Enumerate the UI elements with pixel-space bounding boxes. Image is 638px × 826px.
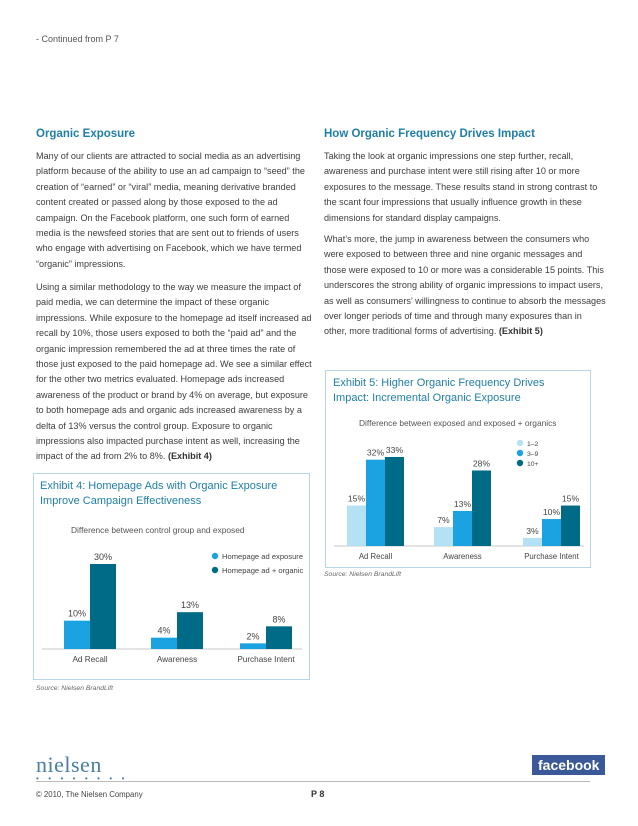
- legend-swatch-1-2: [517, 440, 523, 446]
- page-number: P 8: [311, 789, 325, 799]
- legend-swatch-homepage-ad-exposure: [212, 553, 218, 559]
- bar-purchase-intent-homepage-ad-organic: [266, 626, 292, 649]
- data-label-awareness-1-2: 7%: [437, 515, 450, 526]
- data-label-purchase-intent-homepage-ad-exposure: 2%: [246, 631, 260, 642]
- exhibit-4-title-line2: Improve Campaign Effectiveness: [40, 495, 202, 507]
- bar-purchase-intent-1-2: [523, 538, 542, 546]
- continued-note: - Continued from P 7: [36, 34, 119, 44]
- facebook-logo: facebook: [532, 755, 605, 775]
- category-label-purchase-intent: Purchase Intent: [524, 552, 579, 561]
- data-label-ad-recall-homepage-ad-organic: 30%: [93, 552, 113, 562]
- exhibit-5-box: [325, 370, 591, 568]
- legend-swatch-homepage-ad-organic: [212, 567, 218, 573]
- exhibit-5-title-line1: Exhibit 5: Higher Organic Frequency Drives: [333, 377, 545, 389]
- legend-label-3-9: 3–9: [527, 450, 539, 458]
- exhibit-5-subtitle: Difference between exposed and exposed + organics: [359, 418, 557, 428]
- legend-label-10: 10+: [527, 460, 539, 468]
- data-label-awareness-homepage-ad-organic: 13%: [180, 600, 200, 611]
- legend-label-1-2: 1–2: [527, 440, 539, 448]
- exhibit-4-subtitle: Difference between control group and exposed: [71, 525, 245, 535]
- legend-swatch-3-9: [517, 450, 523, 456]
- left-heading: Organic Exposure: [36, 128, 136, 140]
- data-label-ad-recall-3-9: 32%: [366, 447, 385, 458]
- data-label-awareness-3-9: 13%: [453, 498, 472, 509]
- exhibit-4-chart: [34, 536, 309, 679]
- data-label-purchase-intent-10: 15%: [561, 493, 580, 504]
- legend-label-homepage-ad-exposure: Homepage ad exposure: [222, 551, 304, 561]
- data-label-awareness-10: 28%: [472, 458, 491, 469]
- bar-ad-recall-10: [385, 457, 404, 546]
- bar-purchase-intent-3-9: [542, 519, 561, 546]
- bar-awareness-1-2: [434, 527, 453, 546]
- bar-awareness-homepage-ad-organic: [177, 612, 203, 649]
- data-label-purchase-intent-1-2: 3%: [526, 525, 539, 536]
- bar-awareness-10: [472, 470, 491, 546]
- exhibit-4-source: Source: Nielsen BrandLift: [36, 685, 114, 692]
- right-paragraph-2-text: What’s more, the jump in awareness between the consumers who were exposed to between three and nine organic messages and those were exposed to 10 or more was a considerable 15 points. This underscores the strong ability of organic impressions to impact users, as well as consumers’ willingness to continue to absorb the messages over longer periods of time and through many exposures than in other, more traditional forms of advertising.: [324, 234, 606, 337]
- left-paragraph-1: Many of our clients are attracted to social media as an advertising platform because of the ability to use an ad campaign to “seed” the creation of “earned” or “viral” media, meaning derivative branded content created or passed along by those exposed to the ad campaign. On the Facebook platform, one such form of earned media is the newsfeed stories that are sent out to friends of users who engage with advertising on Facebook, which we have termed “organic” impressions.: [36, 151, 305, 269]
- data-label-purchase-intent-3-9: 10%: [542, 507, 561, 518]
- legend-swatch-10: [517, 460, 523, 466]
- category-label-purchase-intent: Purchase Intent: [237, 655, 295, 664]
- category-label-awareness: Awareness: [156, 655, 198, 664]
- right-heading: How Organic Frequency Drives Impact: [324, 128, 535, 140]
- category-label-ad-recall: Ad Recall: [72, 655, 108, 664]
- exhibit-5-source: Source: Nielsen BrandLift: [324, 571, 402, 578]
- bar-ad-recall-homepage-ad-exposure: [64, 621, 90, 649]
- category-label-ad-recall: Ad Recall: [358, 552, 393, 561]
- footer-divider: [36, 781, 590, 782]
- exhibit-4-title-line1: Exhibit 4: Homepage Ads with Organic Exposure: [40, 480, 278, 492]
- exhibit-4-box: [33, 473, 310, 680]
- bar-purchase-intent-10: [561, 506, 580, 546]
- right-paragraph-2: [324, 232, 606, 340]
- bar-ad-recall-1-2: [347, 506, 366, 546]
- exhibit-5-title-line2: Impact: Incremental Organic Exposure: [333, 392, 521, 404]
- nielsen-logo-text: nielsen: [36, 752, 102, 777]
- exhibit-5-reference: (Exhibit 5): [498, 326, 543, 337]
- bar-awareness-3-9: [453, 511, 472, 546]
- data-label-purchase-intent-homepage-ad-organic: 8%: [272, 614, 286, 625]
- nielsen-dots-icon: • • • • • • • •: [36, 774, 128, 783]
- left-paragraph-2: [36, 280, 312, 465]
- data-label-ad-recall-10: 33%: [385, 445, 404, 455]
- nielsen-logo: [36, 752, 128, 783]
- data-label-ad-recall-1-2: 15%: [347, 493, 366, 504]
- exhibit-4-reference: (Exhibit 4): [167, 451, 212, 462]
- data-label-awareness-homepage-ad-exposure: 4%: [157, 625, 171, 636]
- bar-awareness-homepage-ad-exposure: [151, 638, 177, 649]
- bar-purchase-intent-homepage-ad-exposure: [240, 643, 266, 649]
- right-paragraph-1: Taking the look at organic impressions one step further, recall, awareness and purchase intent were still rising after 10 or more exposures to the message. These results stand in strong contrast to the scant four impressions that usually influence growth in these dimensions for standard display campaigns.: [324, 151, 598, 223]
- left-paragraph-2-text: Using a similar methodology to the way we measure the impact of paid media, we can determine the impact of these organic impressions. While exposure to the homepage ad itself increased ad recall by 10%, those users exposed to both the “paid ad” and the organic impression remembered the ad at three times the rate of those just exposed to the paid homepage ad. We see a similar effect for the other two metrics evaluated. Homepage ads increased awareness of the product or brand by 4% on average, but exposure to both homepage ads and organic ads increased awareness by a delta of 13% versus the control group. Exposure to organic impressions also impacted purchase intent as well, increasing the impact of the ad from 2% to 8%.: [36, 282, 312, 462]
- category-label-awareness: Awareness: [443, 552, 482, 561]
- bar-ad-recall-homepage-ad-organic: [90, 564, 116, 649]
- data-label-ad-recall-homepage-ad-exposure: 10%: [67, 608, 87, 619]
- bar-ad-recall-3-9: [366, 460, 385, 546]
- exhibit-5-chart: [326, 429, 590, 566]
- copyright: © 2010, The Nielsen Company: [36, 790, 143, 799]
- legend-label-homepage-ad-organic: Homepage ad + organic: [222, 565, 304, 575]
